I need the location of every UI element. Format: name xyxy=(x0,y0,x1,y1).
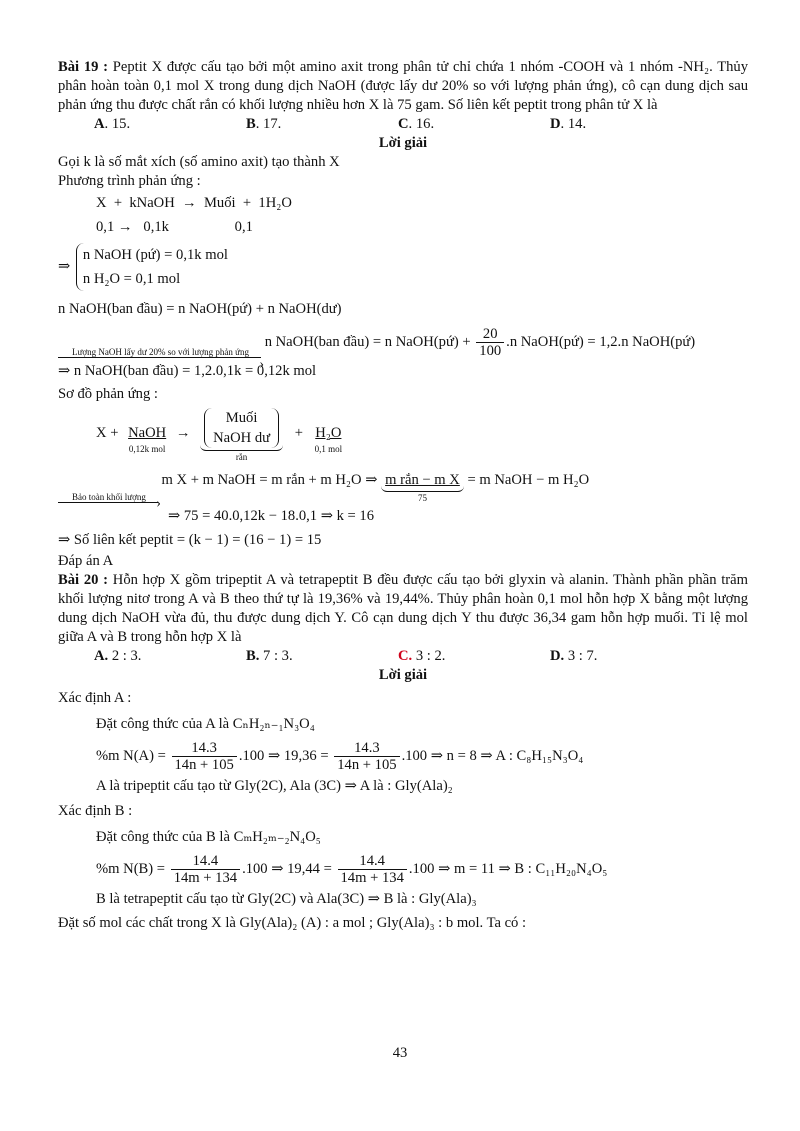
problem-20-text: Hỗn hợp X gồm tripeptit A và tetrapeptit B đều được cấu tạo bởi glyxin và alanin. Thành phần phần trăm khối lượng nitơ trong A và B theo thứ tự là 19,36% và 19,44%. Thủy phân hoàn 0,1 mol hỗn hợp X bằng một lượng dung dịch NaOH vừa đủ, thu được dung dịch Y. Cô cạn dung dịch Y thu được 36,34 gam hỗn hợp muối. Tỉ lệ mol giữa A và B trong hỗn hợp X là xyxy=(58,572,748,646)
option-d: D. 14. xyxy=(550,116,587,132)
arrow-excess: Lượng NaOH lấy dư 20% so với lượng phản ứng › xyxy=(58,347,261,359)
option-c: C. 3 : 2. xyxy=(398,648,446,665)
sum-equation: n NaOH(ban đầu) = n NaOH(pứ) + n NaOH(dư) xyxy=(58,301,342,317)
problem-19 xyxy=(58,58,748,115)
a-structure: A là tripeptit cấu tạo từ Gly(2C), Ala (3C) ⇒ A là : Gly(Ala)₂ xyxy=(96,778,453,795)
fraction-20-100: $\frac{20}{100}$ xyxy=(476,326,504,359)
arrow-conservation: Bảo toàn khối lượng › xyxy=(58,492,158,504)
determine-b: Xác định B : xyxy=(58,803,133,820)
option-b: B. 7 : 3. xyxy=(246,648,293,665)
option-d: D. 3 : 7. xyxy=(550,648,598,665)
problem-20-options xyxy=(58,647,748,666)
scheme-water: H₂O 0,1 mol xyxy=(314,425,343,455)
system-1: ⇒ n NaOH (pứ) = 0,1k mol n H₂O = 0,1 mol xyxy=(58,243,748,291)
formula-a: Đặt công thức của A là CₙH₂ₙ₋₁N₃O₄ xyxy=(96,716,315,733)
option-a: A. 2 : 3. xyxy=(94,648,142,665)
system-line-2: n H₂O = 0,1 mol xyxy=(82,271,181,287)
brace-75: m rắn − m X 75 xyxy=(381,469,464,504)
sol19-line1: Gọi k là số mắt xích (số amino axit) tạo thành X xyxy=(58,154,340,170)
page-number: 43 xyxy=(392,1045,408,1061)
sol19-line3: Sơ đồ phản ứng : xyxy=(58,386,158,403)
mass-conservation-line: Bảo toàn khối lượng › m X + m NaOH = m rắn + m H₂O ⇒ m rắn − m X 75 = m NaOH − m H₂O xyxy=(58,469,748,504)
answer-19: Đáp án A xyxy=(58,553,114,570)
percent-n-a: %m N(A) = $\frac{14.3}{14n + 105}$ .100 ⇒ 19,36 = $\frac{14.3}{14n + 105}$ .100 ⇒ n = 8 ⇒ A : C₈H₁₅N₃O₄ xyxy=(96,740,584,774)
determine-a: Xác định A : xyxy=(58,690,132,707)
percent-n-b: %m N(B) = $\frac{14.4}{14m + 134}$ .100 ⇒ 19,44 = $\frac{14.4}{14m + 134}$ .100 ⇒ m = 11 ⇒ B : C₁₁H₂₀N₄O₅ xyxy=(96,853,608,887)
excess-arrow-line: Lượng NaOH lấy dư 20% so với lượng phản ứng › n NaOH(ban đầu) = n NaOH(pứ) + $\frac{20}{100}$ .n NaOH(pứ) = 1,2.n NaOH(pứ) xyxy=(58,325,748,359)
solution-title-19: Lời giải xyxy=(378,135,428,151)
reaction-equation: X + kNaOH → Muối + 1H₂O xyxy=(96,195,292,211)
solution-title-20: Lời giải xyxy=(378,667,428,684)
page-content xyxy=(58,58,748,935)
scheme-solid: Muối NaOH dư rắn xyxy=(200,408,283,463)
problem-19-label: Bài 19 : xyxy=(58,59,109,75)
result-naoh: ⇒ n NaOH(ban đầu) = 1,2.0,1k = 0,12k mol xyxy=(58,363,317,380)
system-line-1: n NaOH (pứ) = 0,1k mol xyxy=(82,247,228,263)
result-peptide: ⇒ Số liên kết peptit = (k − 1) = (16 − 1) = 15 xyxy=(58,532,322,549)
problem-20 xyxy=(58,571,748,647)
reaction-mole-row: 0,1 → 0,1k 0,1 xyxy=(96,219,253,235)
reaction-scheme: X + NaOH 0,12k mol → Muối NaOH dư rắn + H₂O 0,1 mol xyxy=(96,410,343,463)
sol19-line2: Phương trình phản ứng : xyxy=(58,173,201,189)
scheme-naoh: NaOH 0,12k mol xyxy=(128,425,167,455)
mole-setup: Đặt số mol các chất trong X là Gly(Ala)₂ (A) : a mol ; Gly(Ala)₃ : b mol. Ta có : xyxy=(58,915,527,932)
problem-19-options xyxy=(58,115,748,134)
problem-20-label: Bài 20 : xyxy=(58,572,109,589)
problem-19-text: Peptit X được cấu tạo bởi một amino axit trong phân tử chỉ chứa 1 nhóm -COOH và 1 nhóm -NH₂. Thủy phân hoàn toàn 0,1 mol X trong dung dịch NaOH (được lấy dư 20% so với lượng phản ứng), cô cạn dung dịch sau phản ứng thu được chất rắn có khối lượng nhiều hơn X là 75 gam. Số liên kết peptit trong phân tử X là xyxy=(58,59,748,113)
formula-b: Đặt công thức của B là CₘH₂ₘ₋₂N₄O₅ xyxy=(96,829,321,846)
option-b: B. 17. xyxy=(246,116,282,132)
b-structure: B là tetrapeptit cấu tạo từ Gly(2C) và Ala(3C) ⇒ B là : Gly(Ala)₃ xyxy=(96,891,477,908)
option-a: A. 15. xyxy=(94,116,131,132)
calc-k: ⇒ 75 = 40.0,12k − 18.0,1 ⇒ k = 16 xyxy=(168,508,375,525)
option-c: C. 16. xyxy=(398,116,435,132)
